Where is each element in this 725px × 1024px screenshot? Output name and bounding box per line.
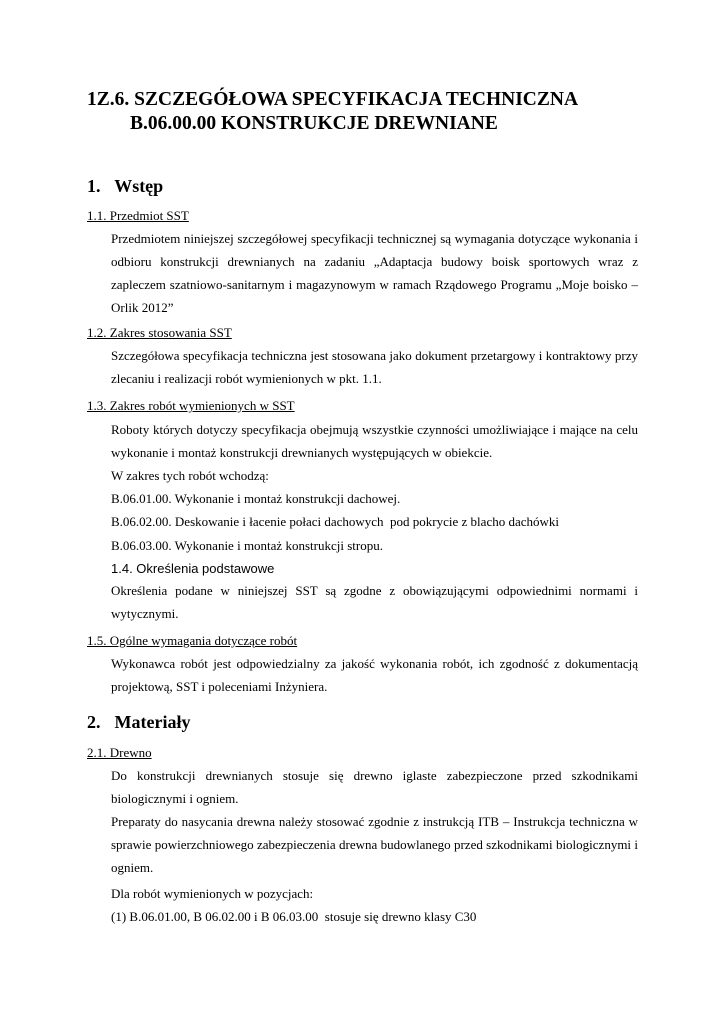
paragraph-1-4: Określenia podane w niniejszej SST są zgodne z obowiązującymi odpowiednimi normami i wytycznymi.	[111, 583, 638, 621]
section-title: Materiały	[114, 712, 191, 732]
document-title-line1: 1Z.6. SZCZEGÓŁOWA SPECYFIKACJA TECHNICZNA	[87, 89, 579, 110]
section-heading-materialy	[87, 711, 190, 733]
subheading-1-3: 1.3. Zakres robót wymienionych w SST	[87, 398, 295, 413]
section-number: 1.	[87, 176, 101, 196]
paragraph-1-5: Wykonawca robót jest odpowiedzialny za jakość wykonania robót, ich zgodność z dokumentacją projektową, SST i poleceniami Inżyniera.	[111, 656, 638, 694]
paragraph-2-1-b: Preparaty do nasycania drewna należy stosować zgodnie z instrukcją ITB – Instrukcja techniczna w sprawie powierzchniowego zabezpieczenia drewna budowlanego przed szkodnikami biologicznymi i ogniem.	[111, 814, 638, 875]
subheading-2-1: 2.1. Drewno	[87, 745, 152, 760]
scope-item-b060300: B.06.03.00. Wykonanie i montaż konstrukcji stropu.	[111, 538, 383, 553]
subheading-1-1: 1.1. Przedmiot SST	[87, 208, 189, 223]
section-heading-wstep	[87, 175, 163, 197]
positions-intro: Dla robót wymienionych w pozycjach:	[111, 886, 314, 901]
subheading-1-5: 1.5. Ogólne wymagania dotyczące robót	[87, 633, 298, 648]
subheading-1-4: 1.4. Określenia podstawowe	[111, 561, 275, 576]
section-number: 2.	[87, 712, 101, 732]
scope-item-b060200: B.06.02.00. Deskowanie i łacenie połaci dachowych pod pokrycie z blacho dachówki	[111, 514, 559, 529]
paragraph-1-2: Szczegółowa specyfikacja techniczna jest stosowana jako dokument przetargowy i kontraktowy przy zlecaniu i realizacji robót wymienionych w pkt. 1.1.	[111, 348, 638, 386]
document-title-line2: B.06.00.00 KONSTRUKCJE DREWNIANE	[130, 113, 498, 134]
section-title: Wstęp	[114, 176, 164, 196]
paragraph-1-3: Roboty których dotyczy specyfikacja obejmują wszystkie czynności umożliwiające i mające na celu wykonanie i montaż konstrukcji drewnianych występujących w obiekcie.	[111, 422, 638, 460]
paragraph-2-1-a: Do konstrukcji drewnianych stosuje się drewno iglaste zabezpieczone przed szkodnikami biologicznymi i ogniem.	[111, 768, 638, 806]
subheading-1-2: 1.2. Zakres stosowania SST	[87, 325, 232, 340]
document-title	[87, 88, 578, 136]
scope-intro: W zakres tych robót wchodzą:	[111, 468, 269, 483]
positions-item-1: (1) B.06.01.00, B 06.02.00 i B 06.03.00 stosuje się drewno klasy C30	[111, 909, 477, 924]
scope-item-b060100: B.06.01.00. Wykonanie i montaż konstrukcji dachowej.	[111, 491, 401, 506]
paragraph-1-1: Przedmiotem niniejszej szczegółowej specyfikacji technicznej są wymagania dotyczące wykonania i odbioru konstrukcji drewnianych na zadaniu „Adaptacja budowy boisk sportowych wraz z zapleczem szatniowo-sanitarnym i magazynowym w ramach Rządowego Programu „Moje boisko – Orlik 2012”	[111, 231, 638, 315]
